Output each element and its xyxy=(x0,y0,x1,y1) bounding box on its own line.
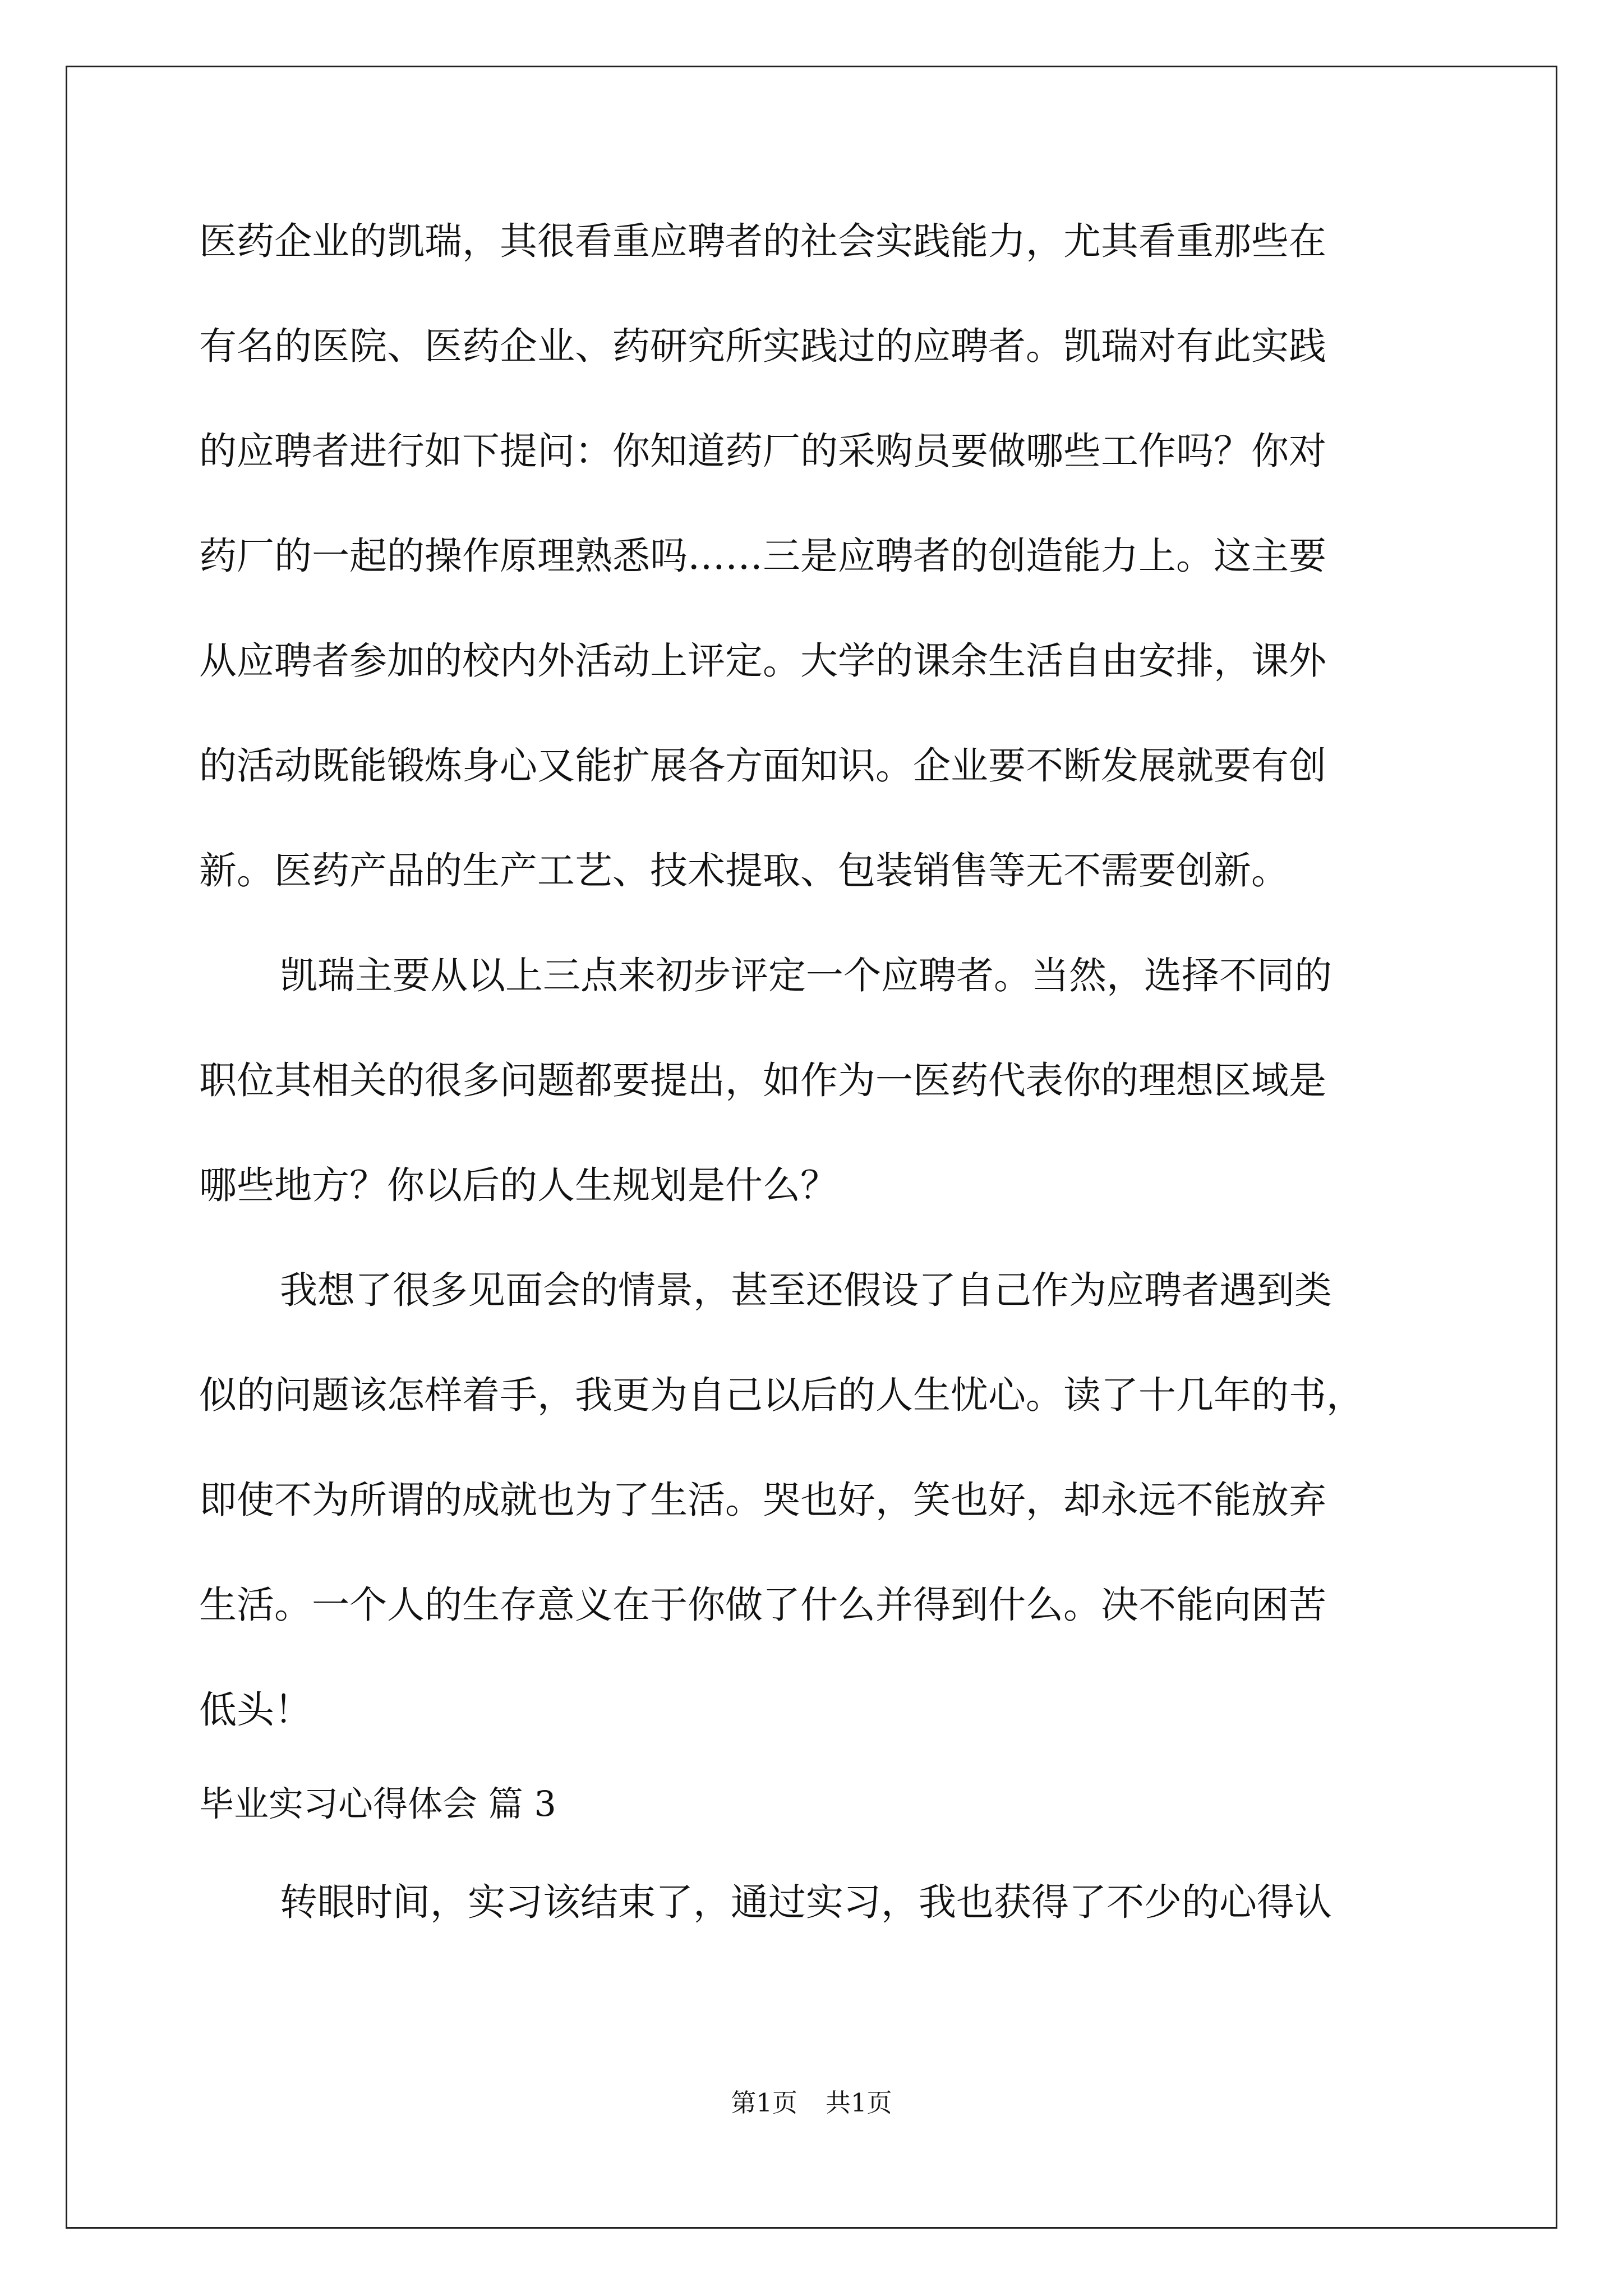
paragraph-line: 低头！ xyxy=(199,1688,312,1732)
paragraph-line: 哪些地方？你以后的人生规划是什么？ xyxy=(199,1163,838,1207)
paragraph-line: 新。医药产品的生产工艺、技术提取、包装销售等无不需要创新。 xyxy=(199,849,1289,892)
paragraph-line-indented: 凯瑞主要从以上三点来初步评定一个应聘者。当然，选择不同的 xyxy=(280,954,1332,997)
paragraph-line: 职位其相关的很多问题都要提出，如作为一医药代表你的理想区域是 xyxy=(199,1059,1326,1102)
paragraph-line: 的应聘者进行如下提问：你知道药厂的采购员要做哪些工作吗？你对 xyxy=(199,429,1326,473)
page-total: 共1页 xyxy=(826,2088,892,2118)
paragraph-line: 即使不为所谓的成就也为了生活。哭也好，笑也好，却永远不能放弃 xyxy=(199,1478,1326,1522)
paragraph-line: 的活动既能锻炼身心又能扩展各方面知识。企业要不断发展就要有创 xyxy=(199,744,1326,788)
paragraph-line: 医药企业的凯瑞，其很看重应聘者的社会实践能力，尤其看重那些在 xyxy=(199,219,1326,263)
paragraph-line: 药厂的一起的操作原理熟悉吗……三是应聘者的创造能力上。这主要 xyxy=(199,534,1326,578)
paragraph-line-indented: 我想了很多见面会的情景，甚至还假设了自己作为应聘者遇到类 xyxy=(280,1268,1332,1312)
paragraph-line: 有名的医院、医药企业、药研究所实践过的应聘者。凯瑞对有此实践 xyxy=(199,324,1326,368)
paragraph-line: 似的问题该怎样着手，我更为自己以后的人生忧心。读了十几年的书， xyxy=(199,1373,1364,1417)
section-heading: 毕业实习心得体会 篇 3 xyxy=(199,1783,556,1824)
page-footer xyxy=(0,2086,1623,2120)
paragraph-line: 生活。一个人的生存意义在于你做了什么并得到什么。决不能向困苦 xyxy=(199,1583,1326,1627)
paragraph-line-indented: 转眼时间，实习该结束了，通过实习，我也获得了不少的心得认 xyxy=(280,1880,1332,1924)
paragraph-line: 从应聘者参加的校内外活动上评定。大学的课余生活自由安排，课外 xyxy=(199,639,1326,683)
page-number: 第1页 xyxy=(731,2088,797,2118)
